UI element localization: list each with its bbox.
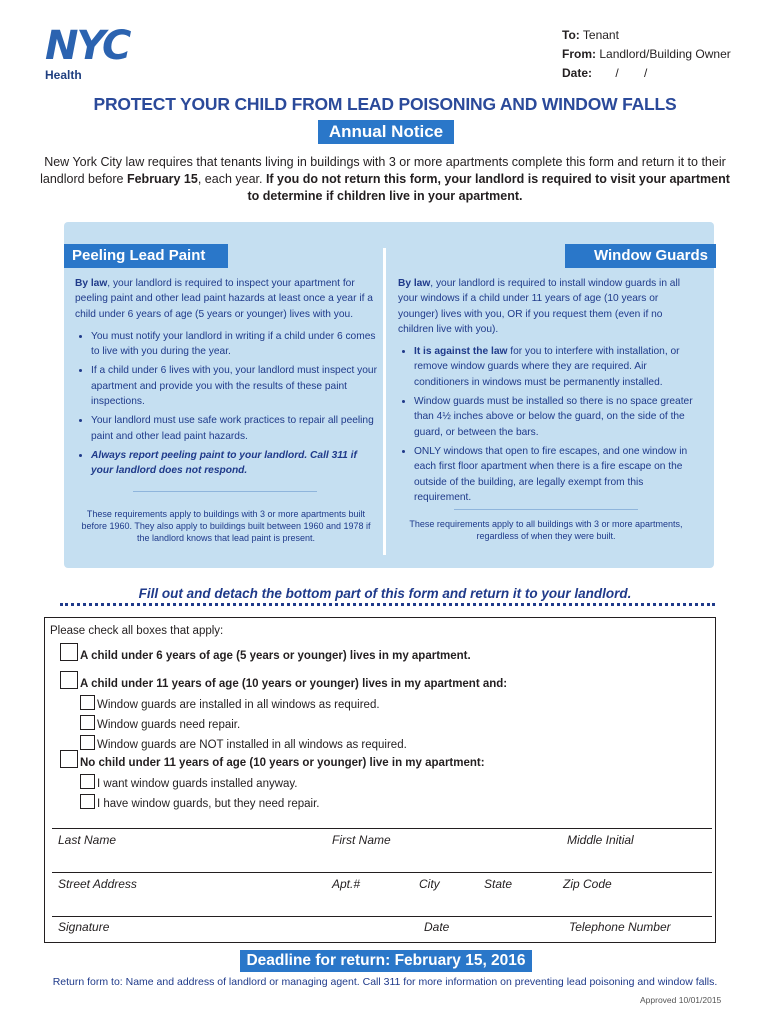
check-all-label: Please check all boxes that apply:	[50, 625, 224, 637]
zip-label: Zip Code	[563, 877, 612, 891]
lead-bullet: • If a child under 6 lives with you, your landlord must inspect your apartment and provide you with the results of these paint inspections.	[91, 363, 377, 409]
intro-paragraph	[40, 154, 730, 205]
date-field-label: Date	[424, 920, 450, 934]
option-child-under-6	[60, 643, 471, 664]
intro-part1: New York City law requires that tenants living in buildings with 3 or more apartments complete this form and return it to their landlord before	[40, 155, 726, 186]
window-bullet: • Window guards must be installed so there is no space greater than 4½ inches above or below the guard, on the side of the guard, or between the bars.	[414, 394, 694, 440]
intro-bold: If you do not return this form, your landlord is required to visit your apartment to determine if children live in your apartment.	[247, 172, 730, 203]
window-note: These requirements apply to all buildings with 3 or more apartments, regardless of when they were built.	[409, 519, 683, 542]
intro-deadline: February 15	[126, 172, 198, 186]
lead-note-rule	[133, 491, 317, 492]
last-name-label: Last Name	[58, 833, 117, 847]
window-b1-rest: for you to interfere with installation, or remove window guards where they are required. Air conditioners in windows must be permanently installed.	[414, 346, 680, 388]
lead-paint-heading: Peeling Lead Paint	[64, 244, 228, 268]
suboption-label: Window guards are NOT installed in all windows as required.	[97, 739, 407, 751]
window-intro-bold: By law	[398, 278, 431, 289]
option-no-child	[60, 750, 485, 812]
street-label: Street Address	[58, 877, 137, 891]
first-name-label: First Name	[332, 833, 391, 847]
annual-notice-badge: Annual Notice	[318, 120, 454, 144]
lead-intro-rest: , your landlord is required to inspect your apartment for peeling paint and other lead paint hazards at least once a year if a child under 6 years of age (5 years or younger) lives with you.	[75, 278, 373, 320]
signature-label: Signature	[58, 920, 110, 934]
window-intro-rest: , your landlord is required to install window guards in all your windows if a child under 11 years of age (10 years or younger) lives with you, OR if you request them (even if no children live with you).	[398, 278, 681, 335]
lead-report-bullet: • Always report peeling paint to your landlord. Call 311 if your landlord does not respond.	[91, 448, 377, 479]
lead-note: These requirements apply to buildings with 3 or more apartments built before 1960. They also apply to buildings built between 1960 and 1978 if the landlord knows that lead paint is present.	[81, 508, 371, 543]
option-child-under-11	[60, 671, 507, 753]
window-intro	[398, 276, 694, 337]
phone-label: Telephone Number	[569, 920, 671, 934]
date-label: Date:	[562, 66, 593, 80]
to-label: To:	[562, 28, 580, 42]
window-guards-column	[398, 276, 694, 542]
option-child-under-11-label: A child under 11 years of age (10 years or younger) lives in my apartment and:	[80, 678, 508, 690]
detach-instruction: Fill out and detach the bottom part of this form and return it to your landlord.	[138, 586, 632, 601]
checkbox-child-under-11[interactable]	[60, 671, 78, 689]
logo-health-text: Health	[45, 68, 82, 82]
logo-nyc-text: NYC	[45, 23, 130, 69]
checkbox-guards-repair[interactable]	[80, 794, 95, 809]
from-label: From:	[562, 47, 596, 61]
suboption	[80, 695, 507, 713]
suboption	[80, 715, 507, 733]
option-no-child-label: No child under 11 years of age (10 years or younger) live in my apartment:	[80, 757, 485, 769]
intro-part2: , each year.	[197, 172, 266, 186]
lead-bullet: • Your landlord must use safe work practices to repair all peeling paint and other lead paint hazards.	[91, 413, 377, 444]
window-note-rule	[454, 509, 638, 510]
lead-bullet: • You must notify your landlord in writing if a child under 6 comes to live with you during the year.	[91, 329, 377, 360]
checkbox-guards-installed[interactable]	[80, 695, 95, 710]
nyc-health-logo	[45, 23, 165, 86]
lead-intro-bold: By law	[75, 278, 108, 289]
panel-divider	[383, 248, 386, 555]
window-b1-bold: It is against the law	[414, 346, 508, 358]
checkbox-guards-not-installed[interactable]	[80, 735, 95, 750]
to-value: Tenant	[582, 28, 619, 42]
deadline-banner: Deadline for return: February 15, 2016	[240, 950, 532, 972]
middle-initial-label: Middle Initial	[567, 833, 634, 847]
suboption-label: I have window guards, but they need repair.	[97, 798, 320, 810]
checkbox-child-under-6[interactable]	[60, 643, 78, 661]
date-value: / /	[615, 66, 648, 80]
lead-bullets	[75, 329, 377, 479]
page-title: PROTECT YOUR CHILD FROM LEAD POISONING AND WINDOW FALLS	[93, 94, 677, 114]
city-label: City	[419, 877, 440, 891]
suboption-label: Window guards need repair.	[97, 719, 241, 731]
lead-intro	[75, 276, 377, 322]
from-value: Landlord/Building Owner	[599, 47, 731, 61]
window-guards-heading: Window Guards	[565, 244, 716, 268]
checkbox-no-child[interactable]	[60, 750, 78, 768]
window-bullets	[398, 344, 694, 505]
return-instructions: Return form to: Name and address of landlord or managing agent. Call 311 for more information on preventing lead poisoning and window falls.	[52, 976, 718, 988]
approved-date: Approved 10/01/2015	[640, 995, 722, 1005]
lead-paint-column	[75, 276, 377, 544]
suboption	[80, 794, 485, 812]
state-label: State	[484, 877, 513, 891]
name-line[interactable]	[52, 828, 712, 829]
option-child-under-6-label: A child under 6 years of age (5 years or younger) lives in my apartment.	[80, 650, 471, 662]
checkbox-guards-need-repair[interactable]	[80, 715, 95, 730]
window-bullet: • ONLY windows that open to fire escapes, and one window in each first floor apartment when there is a fire escape on the outside of the building, are legally exempt from this requirement.	[414, 444, 694, 505]
addressing-block	[562, 26, 731, 83]
window-bullet	[414, 344, 694, 390]
checkbox-want-guards[interactable]	[80, 774, 95, 789]
signature-line[interactable]	[52, 916, 712, 917]
apt-label: Apt.#	[332, 877, 361, 891]
suboption	[80, 774, 485, 792]
detach-dotted-line	[60, 603, 715, 606]
address-line[interactable]	[52, 872, 712, 873]
suboption-label: Window guards are installed in all windows as required.	[97, 699, 380, 711]
suboption-label: I want window guards installed anyway.	[97, 778, 298, 790]
